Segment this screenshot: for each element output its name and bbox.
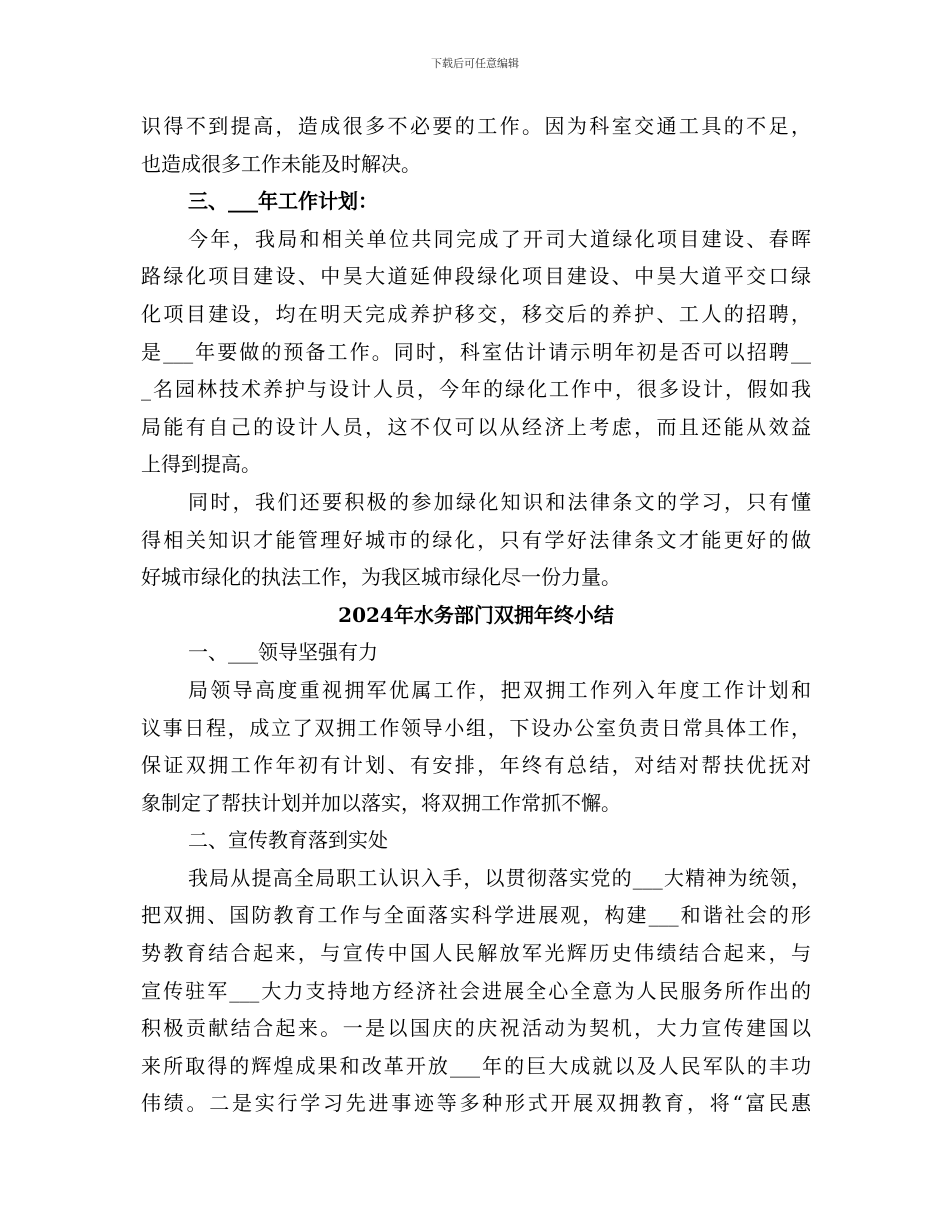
body-line: 保证双拥工作年初有计划、有安排，年终有总结，对结对帮扶优抚对 bbox=[141, 753, 811, 778]
page-header: 下载后可任意编辑 bbox=[431, 57, 519, 70]
body-line: 局领导高度重视拥军优属工作，把双拥工作列入年度工作计划和 bbox=[188, 677, 811, 702]
body-line: 局能有自己的设计人员，这不仅可以从经济上考虑，而且还能从效益 bbox=[141, 414, 811, 439]
body-line: 化项目建设，均在明天完成养护移交，移交后的养护、工人的招聘， bbox=[141, 301, 811, 326]
body-line: 把双拥、国防教育工作与全面落实科学进展观，构建___和谐社会的形 bbox=[141, 903, 811, 928]
body-line: 识得不到提高，造成很多不必要的工作。因为科室交通工具的不足， bbox=[141, 114, 811, 138]
body-line: 同时，我们还要积极的参加绿化知识和法律条文的学习，只有懂 bbox=[188, 489, 811, 514]
document-title: 2024年水务部门双拥年终小结 bbox=[338, 602, 614, 627]
body-line: 上得到提高。 bbox=[141, 452, 261, 477]
body-line: 也造成很多工作未能及时解决。 bbox=[141, 151, 421, 176]
section-heading: 一、___领导坚强有力 bbox=[188, 640, 378, 665]
section-heading: 二、宣传教育落到实处 bbox=[188, 828, 388, 853]
body-line: 势教育结合起来，与宣传中国人民解放军光辉历史伟绩结合起来，与 bbox=[141, 941, 811, 966]
body-line: 积极贡献结合起来。一是以国庆的庆祝活动为契机，大力宣传建国以 bbox=[141, 1016, 811, 1041]
body-line: _名园林技术养护与设计人员，今年的绿化工作中，很多设计，假如我 bbox=[141, 377, 811, 402]
body-line: 是___年要做的预备工作。同时，科室估计请示明年初是否可以招聘__ bbox=[141, 339, 811, 364]
body-line: 议事日程，成立了双拥工作领导小组，下设办公室负责日常具体工作， bbox=[141, 715, 811, 740]
body-line: 伟绩。二是实行学习先进事迹等多种形式开展双拥教育，将“富民惠 bbox=[141, 1091, 811, 1116]
body-line: 得相关知识才能管理好城市的绿化，只有学好法律条文才能更好的做 bbox=[141, 527, 811, 552]
body-line: 象制定了帮扶计划并加以落实，将双拥工作常抓不懈。 bbox=[141, 790, 621, 815]
section-heading: 三、___年工作计划： bbox=[188, 189, 378, 214]
body-line: 好城市绿化的执法工作，为我区城市绿化尽一份力量。 bbox=[141, 565, 621, 590]
body-line: 宣传驻军___大力支持地方经济社会进展全心全意为人民服务所作出的 bbox=[141, 978, 811, 1003]
document-body bbox=[141, 108, 811, 1123]
body-line: 来所取得的辉煌成果和改革开放___年的巨大成就以及人民军队的丰功 bbox=[141, 1053, 811, 1078]
body-line: 我局从提高全局职工认识入手，以贯彻落实党的___大精神为统领， bbox=[188, 865, 811, 890]
body-line: 今年，我局和相关单位共同完成了开司大道绿化项目建设、春晖 bbox=[188, 226, 811, 251]
body-line: 路绿化项目建设、中昊大道延伸段绿化项目建设、中昊大道平交口绿 bbox=[141, 264, 811, 289]
